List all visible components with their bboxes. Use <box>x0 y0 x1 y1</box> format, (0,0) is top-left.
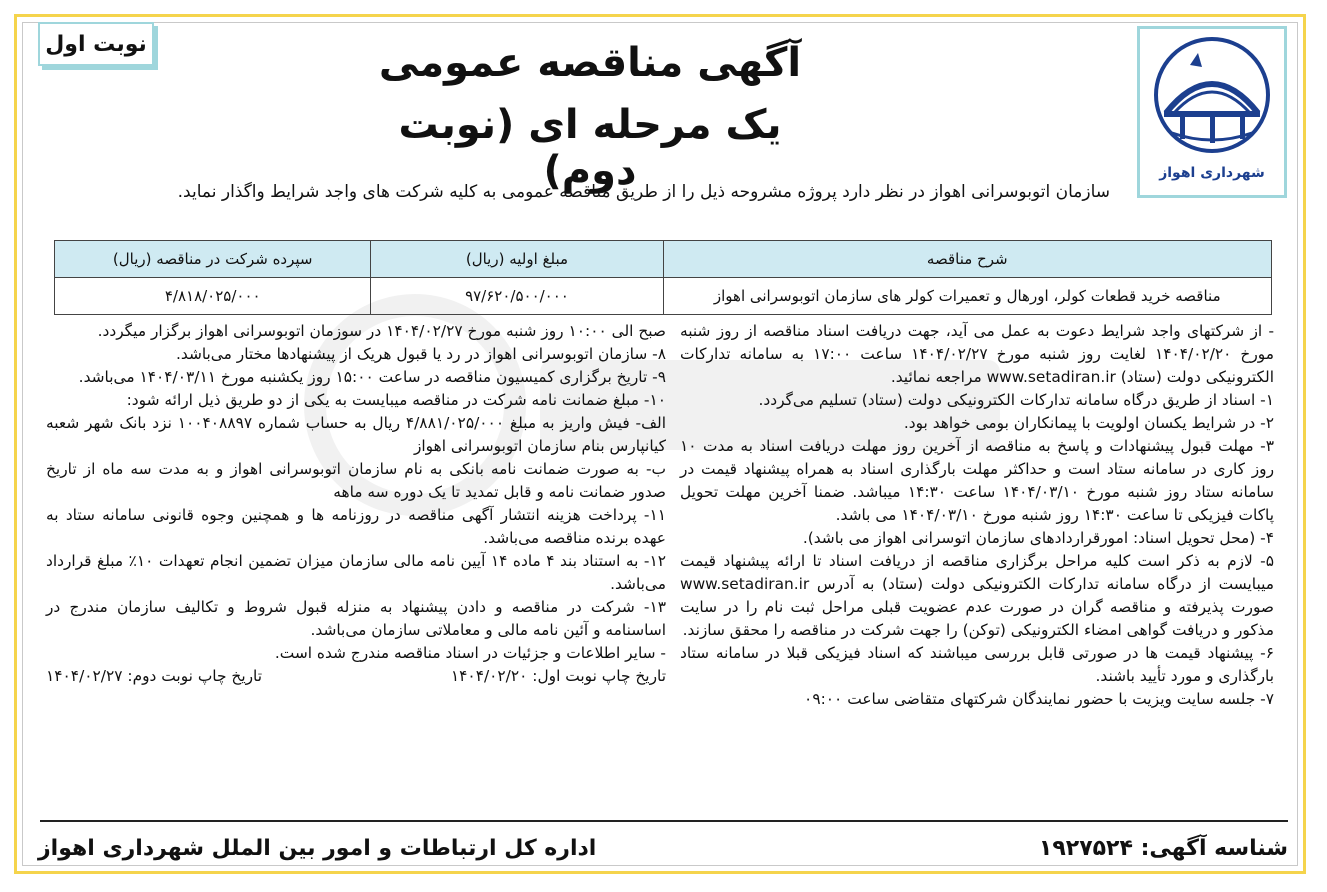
table-header: سپرده شرکت در مناقصه (ریال) <box>55 241 371 278</box>
condition-item: ۱۲- به استناد بند ۴ ماده ۱۴ آیین نامه مالی سازمان میزان تضمین انجام تعهدات ۱۰٪ مبلغ قرارداد می‌باشد. <box>46 552 667 593</box>
first-print-date: تاریخ چاپ نوبت اول: ۱۴۰۴/۰۲/۲۰ <box>450 667 666 685</box>
condition-item: ۱۰- مبلغ ضمانت نامه شرکت در مناقصه میبایست به یکی از دو طریق ذیل ارائه شود: <box>126 391 666 409</box>
table-header-row <box>55 241 1272 278</box>
logo-box <box>1137 26 1287 198</box>
table-cell: ۹۷/۶۲۰/۵۰۰/۰۰۰ <box>371 278 663 315</box>
condition-item: ۹- تاریخ برگزاری کمیسیون مناقصه در ساعت ۱۵:۰۰ روز یکشنبه مورخ ۱۴۰۴/۰۳/۱۱ می‌باشد. <box>78 368 666 386</box>
intro-paragraph: سازمان اتوبوسرانی اهواز در نظر دارد پروژه مشروحه ذیل را از طریق مناقصه عمومی به کلیه شرکت های واجد شرایط واگذار نماید. <box>177 182 1110 202</box>
table-header: مبلغ اولیه (ریال) <box>371 241 663 278</box>
condition-item: ۲- در شرایط یکسان اولویت با پیمانکاران بومی خواهد بود. <box>903 414 1274 432</box>
table-cell: ۴/۸۱۸/۰۲۵/۰۰۰ <box>55 278 371 315</box>
condition-item: - سایر اطلاعات و جزئیات در اسناد مناقصه مندرج شده است. <box>274 644 666 662</box>
condition-item: الف- فیش واریز به مبلغ ۴/۸۸۱/۰۲۵/۰۰۰ ریال به حساب شماره ۱۰۰۴۰۸۸۹۷ نزد بانک شهر شعبه کیانپارس بنام سازمان اتوبوسرانی اهواز <box>46 414 666 455</box>
conditions-left-column <box>46 320 666 688</box>
condition-item: ۵- لازم به ذکر است کلیه مراحل برگزاری مناقصه از دریافت اسناد تا ارائه پیشنهاد قیمت میبایست از درگاه سامانه تدارکات الکترونیکی دولت (ستاد) به آدرس www.setadiran.ir صورت پذیرفته و مناقصه گران در صورت عدم عضویت قبلی مراحل ثبت نام را در سایت مذکور و دریافت گواهی امضاء الکترونیکی (توکن) را جهت شرکت در مناقصه را محقق سازند. <box>680 552 1274 639</box>
tender-table <box>54 240 1272 315</box>
municipality-logo-icon <box>1152 35 1272 155</box>
condition-item: ۴- (محل تحویل اسناد: امورقراردادهای سازمان اتوسرانی اهواز می باشد). <box>802 529 1274 547</box>
condition-item: ۸- سازمان اتوبوسرانی اهواز در رد یا قبول هریک از پیشنهادها مختار می‌باشد. <box>175 345 666 363</box>
condition-item: ۱- اسناد از طریق درگاه سامانه تدارکات الکترونیکی دولت (ستاد) تسلیم می‌گردد. <box>758 391 1274 409</box>
condition-item: ب- به صورت ضمانت نامه بانکی به نام سازمان اتوبوسرانی اهواز و به مدت سه ماه از تاریخ صدور ضمانت نامه و قابل تمدید تا یک دوره سه ماهه <box>46 460 666 501</box>
table-cell: مناقصه خرید قطعات کولر، اورهال و تعمیرات کولر های سازمان اتوبوسرانی اهواز <box>663 278 1272 315</box>
print-dates <box>46 665 666 688</box>
footer <box>38 826 1288 870</box>
condition-item: - از شرکتهای واجد شرایط دعوت به عمل می آید، جهت دریافت اسناد مناقصه از روز شنبه مورخ ۱۴۰۴/۰۲/۲۰ لغایت روز شنبه مورخ ۱۴۰۴/۰۲/۲۷ ساعت ۱۷:۰۰ به سامانه تدارکات الکترونیکی دولت (ستاد) www.setadiran.ir مراجعه نمائید. <box>680 322 1274 386</box>
round-badge: نوبت اول <box>38 22 154 66</box>
second-print-date: تاریخ چاپ نوبت دوم: ۱۴۰۴/۰۲/۲۷ <box>46 667 263 685</box>
condition-item: صبح الی ۱۰:۰۰ روز شنبه مورخ ۱۴۰۴/۰۲/۲۷ در سوزمان اتوبوسرانی اهواز برگزار میگردد. <box>97 322 666 340</box>
condition-item: ۶- پیشنهاد قیمت ها در صورتی قابل بررسی میباشند که اسناد فیزیکی قبلا در سامانه ستاد بارگذاری و مورد تأیید باشند. <box>680 644 1274 685</box>
condition-item: ۷- جلسه سایت ویزیت با حضور نمایندگان شرکتهای متقاضی ساعت ۰۹:۰۰ <box>804 690 1274 708</box>
table-header: شرح مناقصه <box>663 241 1272 278</box>
condition-item: ۳- مهلت قبول پیشنهادات و پاسخ به مناقصه از آخرین روز مهلت دریافت اسناد به مدت ۱۰ روز کاری در سامانه ستاد است و حداکثر مهلت بارگذاری اسناد به همراه پیشنهاد قیمت در سامانه ستاد روز شنبه مورخ ۱۴۰۴/۰۳/۱۰ ساعت ۱۴:۳۰ میباشد. ضمنا آخرین مهلت تحویل پاکات فیزیکی تا ساعت ۱۴:۳۰ روز شنبه مورخ ۱۴۰۴/۰۳/۱۰ می باشد. <box>680 437 1274 524</box>
issuing-department: اداره کل ارتباطات و امور بین الملل شهرداری اهواز <box>38 835 597 861</box>
condition-item: ۱۱- پرداخت هزینه انتشار آگهی مناقصه در روزنامه ها و همچنین وجوه قانونی سامانه ستاد به عهده برنده مناقصه می‌باشد. <box>46 506 666 547</box>
notice-title: آگهی مناقصه عمومی <box>378 40 802 86</box>
conditions-right-column <box>680 320 1274 711</box>
table-row <box>55 278 1272 315</box>
ad-id: شناسه آگهی: ۱۹۲۷۵۲۴ <box>1038 835 1288 861</box>
condition-item: ۱۳- شرکت در مناقصه و دادن پیشنهاد به منزله قبول شروط و تکالیف سازمان مندرج در اساسنامه و آئین نامه مالی و معاملاتی سازمان می‌باشد. <box>46 598 666 639</box>
notice-subtitle: یک مرحله ای (نوبت دوم) <box>398 102 782 194</box>
logo-caption: شهرداری اهواز <box>1159 165 1265 181</box>
footer-divider <box>40 820 1288 822</box>
